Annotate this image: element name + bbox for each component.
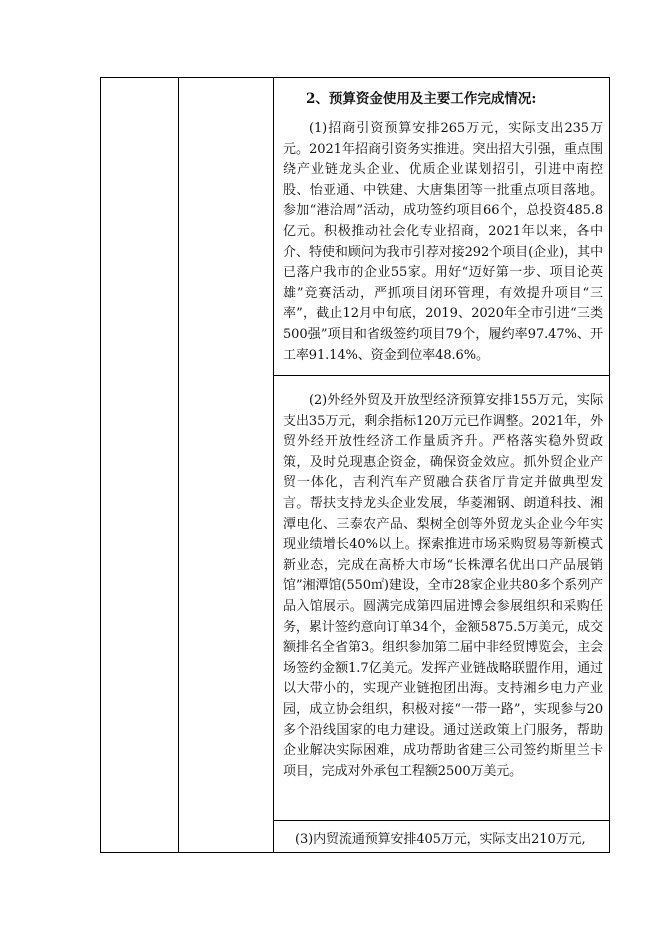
paragraph-investment-attraction: (1)招商引资预算安排265万元，实际支出235万元。2021年招商引资务实推进。突出招大引强，重点围绕产业链龙头企业、优质企业谋划招引，引进中南控股、怡亚通、中铁建、大唐集团等一批重点项目落地。参加“港洽周”活动，成功签约项目66个，总投资485.8亿元。积极推动社会化专业招商，2021年以来，各中介、特使和顾问为我市引荐对接292个项目(企业)，其中已落户我市的企业55家。用好“迈好第一步、项目论英雄”竞赛活动，严抓项目闭环管理，有效提升项目“三率”，截止12月中旬底，2019、2020年全市引进“三类500强”项目和省级签约项目79个，履约率97.47%、开工率91.14%、资金到位率48.6%。 [283,121,603,363]
row-divider [274,375,609,376]
row-divider [274,820,609,821]
paragraph-foreign-trade: (2)外经外贸及开放型经济预算安排155万元，实际支出35万元，剩余指标120万元已作调整。2021年，外贸外经开放性经济工作量质齐升。严格落实稳外贸政策，及时兑现惠企资金，确保资金效应。抓外贸企业产贸一体化，吉利汽车产贸融合获省厅肯定并做典型发言。帮扶支持龙头企业发展，华菱湘钢、朗道科技、湘潭电化、三泰农产品、梨树全创等外贸龙头企业今年实现业绩增长40%以上。探索推进市场采购贸易等新模式新业态，完成在高桥大市场“长株潭名优出口产品展销馆”湘潭馆(550㎡)建设，全市28家企业共80多个系列产品入馆展示。圆满完成第四届进博会参展组织和采购任务，累计签约意向订单34个，金额5875.5万美元，成交额排名全省第3。组织参加第二届中非经贸博览会，主会场签约金额1.7亿美元。发挥产业链战略联盟作用，通过以大带小的，实现产业链抱团出海。支持湘乡电力产业园，成立协会组织，积极对接“一带一路”，实现参与20多个沿线国家的电力建设。通过送政策上门服务，帮助企业解决实际困难，成功帮助省建三公司签约斯里兰卡项目，完成对外承包工程额2500万美元。 [283,393,603,779]
content-cell [274,78,609,852]
paragraph-domestic-trade: (3)内贸流通预算安排405万元，实际支出210万元, [295,832,586,847]
section-heading: 2、预算资金使用及主要工作完成情况: [306,91,537,107]
column-divider [178,78,179,852]
budget-table [100,77,610,853]
